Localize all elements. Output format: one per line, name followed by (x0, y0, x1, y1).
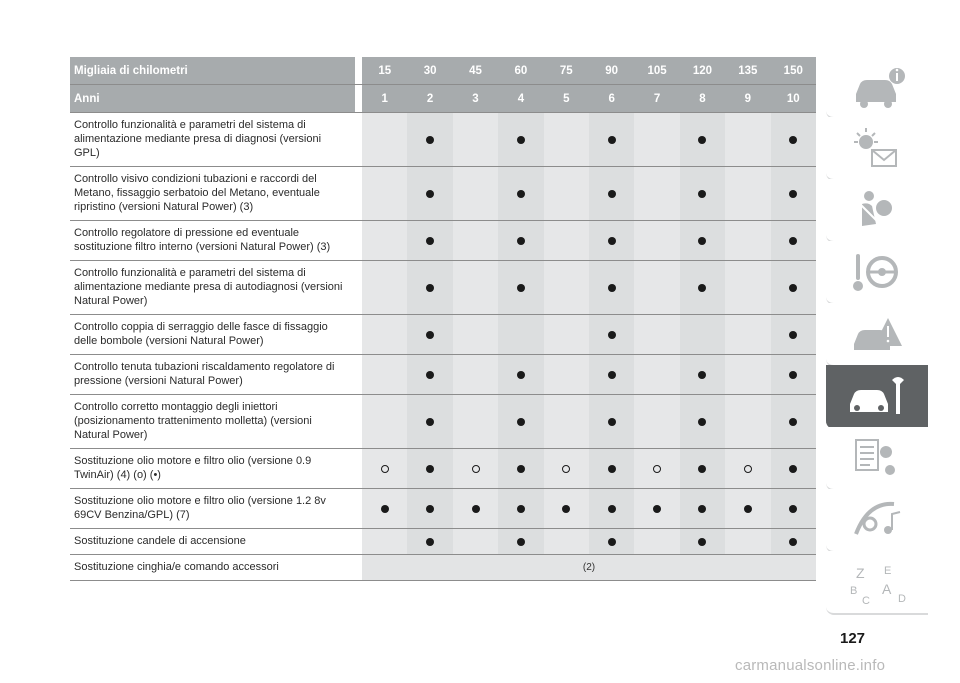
year-header-cell: 2 (407, 85, 452, 113)
required-dot-icon (517, 538, 525, 546)
table-row (70, 355, 816, 395)
sidebar-tab[interactable] (826, 427, 928, 491)
interval-cell (544, 167, 589, 221)
interval-cell (453, 529, 498, 555)
required-dot-icon (426, 418, 434, 426)
interval-cell (498, 221, 543, 261)
required-dot-icon (653, 505, 661, 513)
table-row (70, 529, 816, 555)
year-header-cell: 9 (725, 85, 770, 113)
required-dot-icon (562, 505, 570, 513)
interval-cell (680, 489, 725, 529)
interval-cell (544, 315, 589, 355)
required-dot-icon (789, 237, 797, 245)
interval-cell (680, 315, 725, 355)
required-dot-icon (789, 284, 797, 292)
interval-cell (771, 355, 816, 395)
interval-cell (725, 489, 770, 529)
interval-cell (725, 221, 770, 261)
required-dot-icon (698, 190, 706, 198)
sidebar-tab[interactable] (826, 303, 928, 367)
interval-cell (498, 167, 543, 221)
car-info-icon (842, 60, 912, 112)
required-dot-icon (608, 331, 616, 339)
interval-cell (589, 221, 634, 261)
interval-cell (771, 529, 816, 555)
sidebar-tab[interactable] (826, 179, 928, 243)
warning-lights-message-icon (842, 122, 912, 174)
sidebar-tab[interactable] (826, 241, 928, 305)
interval-cell (407, 489, 452, 529)
year-header-cell: 3 (453, 85, 498, 113)
svg-text:Z: Z (856, 565, 865, 581)
interval-cell (680, 355, 725, 395)
km-header-cell: 105 (634, 57, 679, 85)
interval-cell (362, 489, 407, 529)
km-header-cell: 135 (725, 57, 770, 85)
required-dot-icon (608, 237, 616, 245)
sidebar-tab[interactable] (826, 551, 928, 615)
interval-cell (498, 355, 543, 395)
interval-cell (407, 529, 452, 555)
km-header-label: Migliaia di chilometri (70, 57, 355, 85)
required-dot-icon (698, 136, 706, 144)
required-dot-icon (608, 284, 616, 292)
interval-cell (362, 449, 407, 489)
required-dot-icon (517, 505, 525, 513)
interval-cell (680, 167, 725, 221)
year-header-cell: 4 (498, 85, 543, 113)
required-dot-icon (789, 465, 797, 473)
km-header-cell: 45 (453, 57, 498, 85)
interval-cell (453, 113, 498, 167)
required-dot-icon (608, 190, 616, 198)
interval-cell (498, 261, 543, 315)
km-header-cell: 120 (680, 57, 725, 85)
table-row (70, 489, 816, 529)
table-row (70, 555, 816, 581)
required-dot-icon (517, 465, 525, 473)
interval-cell (407, 449, 452, 489)
interval-cell (544, 395, 589, 449)
interval-cell (362, 221, 407, 261)
required-dot-icon (517, 190, 525, 198)
maintenance-schedule-table (70, 57, 816, 581)
interval-cell (453, 167, 498, 221)
operation-description: Controllo funzionalità e parametri del sistema di alimentazione mediante presa di autodiagnosi (versioni Natural Power) (70, 261, 355, 315)
interval-cell (725, 261, 770, 315)
interval-cell (362, 113, 407, 167)
interval-cell (498, 315, 543, 355)
table-row (70, 395, 816, 449)
interval-cell (407, 261, 452, 315)
required-dot-icon (698, 284, 706, 292)
interval-cell (771, 261, 816, 315)
sidebar-tab[interactable] (826, 55, 928, 119)
required-dot-icon (744, 505, 752, 513)
required-dot-icon (517, 371, 525, 379)
interval-cell (771, 167, 816, 221)
interval-cell (544, 529, 589, 555)
interval-cell (634, 315, 679, 355)
table-row (70, 315, 816, 355)
interval-cell (362, 529, 407, 555)
interval-cell (589, 355, 634, 395)
required-dot-icon (426, 136, 434, 144)
required-dot-icon (698, 371, 706, 379)
interval-cell (407, 167, 452, 221)
required-dot-icon (789, 331, 797, 339)
svg-text:E: E (884, 565, 892, 577)
interval-cell (680, 529, 725, 555)
interval-cell (407, 355, 452, 395)
svg-text:D: D (898, 593, 906, 605)
year-header-cell: 5 (544, 85, 589, 113)
required-dot-icon (426, 237, 434, 245)
sidebar-tab[interactable] (826, 489, 928, 553)
operation-description: Sostituzione candele di accensione (70, 529, 355, 555)
km-header-cell: 90 (589, 57, 634, 85)
year-header-cell: 8 (680, 85, 725, 113)
km-header-cell: 60 (498, 57, 543, 85)
interval-cell (589, 489, 634, 529)
interval-cell (680, 395, 725, 449)
svg-text:A: A (882, 581, 892, 597)
interval-cell (771, 489, 816, 529)
multimedia-music-icon (842, 494, 912, 546)
interval-cell (498, 449, 543, 489)
interval-cell (453, 315, 498, 355)
interval-cell (634, 261, 679, 315)
interval-cell (634, 449, 679, 489)
interval-cell (771, 395, 816, 449)
interval-cell (589, 315, 634, 355)
interval-cell (453, 449, 498, 489)
key-steering-wheel-icon (842, 246, 912, 298)
interval-cell (362, 315, 407, 355)
km-header-cell: 30 (407, 57, 452, 85)
operation-description: Controllo tenuta tubazioni riscaldamento regolatore di pressione (versioni Natural Power) (70, 355, 355, 395)
required-dot-icon (698, 505, 706, 513)
interval-cell (680, 261, 725, 315)
required-dot-icon (517, 284, 525, 292)
interval-cell (589, 167, 634, 221)
required-dot-icon (608, 538, 616, 546)
header-years-row (70, 85, 816, 113)
interval-cell (589, 113, 634, 167)
interval-cell (771, 315, 816, 355)
svg-text:C: C (862, 595, 870, 607)
required-dot-icon (426, 371, 434, 379)
chapter-sidebar (826, 55, 930, 615)
interval-cell (362, 355, 407, 395)
required-dot-icon (426, 538, 434, 546)
interval-cell (407, 221, 452, 261)
interval-cell (362, 167, 407, 221)
optional-ring-icon (381, 465, 389, 473)
required-dot-icon (517, 136, 525, 144)
required-dot-icon (381, 505, 389, 513)
interval-cell (407, 113, 452, 167)
interval-cell (498, 395, 543, 449)
interval-cell (544, 489, 589, 529)
interval-cell (771, 449, 816, 489)
required-dot-icon (789, 505, 797, 513)
optional-ring-icon (472, 465, 480, 473)
interval-cell (725, 355, 770, 395)
required-dot-icon (789, 538, 797, 546)
interval-cell (634, 221, 679, 261)
interval-cell (589, 529, 634, 555)
table-row (70, 113, 816, 167)
operation-description: Sostituzione olio motore e filtro olio (versione 1.2 8v 69CV Benzina/GPL) (7) (70, 489, 355, 529)
interval-note: (2) (362, 555, 816, 581)
interval-cell (453, 261, 498, 315)
page-number: 127 (840, 630, 866, 647)
required-dot-icon (698, 465, 706, 473)
operation-description: Controllo coppia di serraggio delle fasce di fissaggio delle bombole (versioni Natural Power) (70, 315, 355, 355)
svg-text:B: B (850, 585, 858, 597)
sidebar-tab[interactable] (826, 117, 928, 181)
operation-description: Controllo regolatore di pressione ed eventuale sostituzione filtro interno (versioni Natural Power) (3) (70, 221, 355, 261)
interval-cell (498, 529, 543, 555)
interval-cell (498, 113, 543, 167)
table-row (70, 449, 816, 489)
required-dot-icon (426, 284, 434, 292)
required-dot-icon (698, 538, 706, 546)
interval-cell (407, 315, 452, 355)
table-row (70, 167, 816, 221)
required-dot-icon (608, 136, 616, 144)
interval-cell (544, 449, 589, 489)
interval-cell (634, 395, 679, 449)
interval-cell (771, 113, 816, 167)
required-dot-icon (608, 505, 616, 513)
interval-cell (680, 221, 725, 261)
interval-cell (362, 395, 407, 449)
required-dot-icon (789, 136, 797, 144)
interval-cell (771, 221, 816, 261)
operation-description: Controllo funzionalità e parametri del sistema di alimentazione mediante presa di diagnosi (versioni GPL) (70, 113, 355, 167)
required-dot-icon (517, 418, 525, 426)
interval-cell (453, 355, 498, 395)
interval-cell (453, 395, 498, 449)
sidebar-tab[interactable] (826, 365, 928, 429)
interval-cell (725, 167, 770, 221)
interval-cell (725, 395, 770, 449)
required-dot-icon (698, 418, 706, 426)
required-dot-icon (472, 505, 480, 513)
km-header-cell: 150 (771, 57, 816, 85)
interval-cell (634, 113, 679, 167)
interval-cell (725, 449, 770, 489)
interval-cell (680, 113, 725, 167)
optional-ring-icon (562, 465, 570, 473)
km-header-cell: 75 (544, 57, 589, 85)
header-km-row (70, 57, 816, 85)
table-row (70, 261, 816, 315)
interval-cell (634, 529, 679, 555)
optional-ring-icon (744, 465, 752, 473)
interval-cell (589, 395, 634, 449)
year-header-cell: 10 (771, 85, 816, 113)
interval-cell (634, 489, 679, 529)
interval-cell (544, 261, 589, 315)
required-dot-icon (608, 418, 616, 426)
interval-cell (544, 221, 589, 261)
operation-description: Controllo corretto montaggio degli iniettori (posizionamento trattenimento molletta) (versioni Natural Power) (70, 395, 355, 449)
years-header-label: Anni (70, 85, 355, 113)
optional-ring-icon (653, 465, 661, 473)
seat-safety-airbag-icon (842, 184, 912, 236)
interval-cell (725, 529, 770, 555)
interval-cell (634, 355, 679, 395)
emergency-accident-icon (842, 308, 912, 360)
interval-cell (725, 315, 770, 355)
required-dot-icon (426, 190, 434, 198)
interval-cell (453, 489, 498, 529)
interval-cell (634, 167, 679, 221)
required-dot-icon (698, 237, 706, 245)
year-header-cell: 6 (589, 85, 634, 113)
required-dot-icon (789, 371, 797, 379)
car-maintenance-wrench-icon (842, 370, 912, 422)
required-dot-icon (608, 465, 616, 473)
interval-cell (544, 113, 589, 167)
interval-cell (589, 261, 634, 315)
interval-cell (544, 355, 589, 395)
operation-description: Sostituzione cinghia/e comando accessori (70, 555, 355, 581)
year-header-cell: 7 (634, 85, 679, 113)
required-dot-icon (426, 465, 434, 473)
required-dot-icon (426, 505, 434, 513)
required-dot-icon (517, 237, 525, 245)
interval-cell (362, 261, 407, 315)
technical-data-gear-icon (842, 432, 912, 484)
watermark: carmanualsonline.info (735, 657, 886, 674)
required-dot-icon (789, 418, 797, 426)
interval-cell (589, 449, 634, 489)
interval-cell (407, 395, 452, 449)
required-dot-icon (789, 190, 797, 198)
interval-cell (725, 113, 770, 167)
interval-cell (453, 221, 498, 261)
km-header-cell: 15 (362, 57, 407, 85)
operation-description: Sostituzione olio motore e filtro olio (versione 0.9 TwinAir) (4) (o) (•) (70, 449, 355, 489)
required-dot-icon (426, 331, 434, 339)
table-row (70, 221, 816, 261)
operation-description: Controllo visivo condizioni tubazioni e raccordi del Metano, fissaggio serbatoio del Metano, eventuale ripristino (versioni Natural Power) (3) (70, 167, 355, 221)
year-header-cell: 1 (362, 85, 407, 113)
required-dot-icon (608, 371, 616, 379)
interval-cell (680, 449, 725, 489)
alphabetical-index-icon (842, 556, 912, 608)
interval-cell (498, 489, 543, 529)
